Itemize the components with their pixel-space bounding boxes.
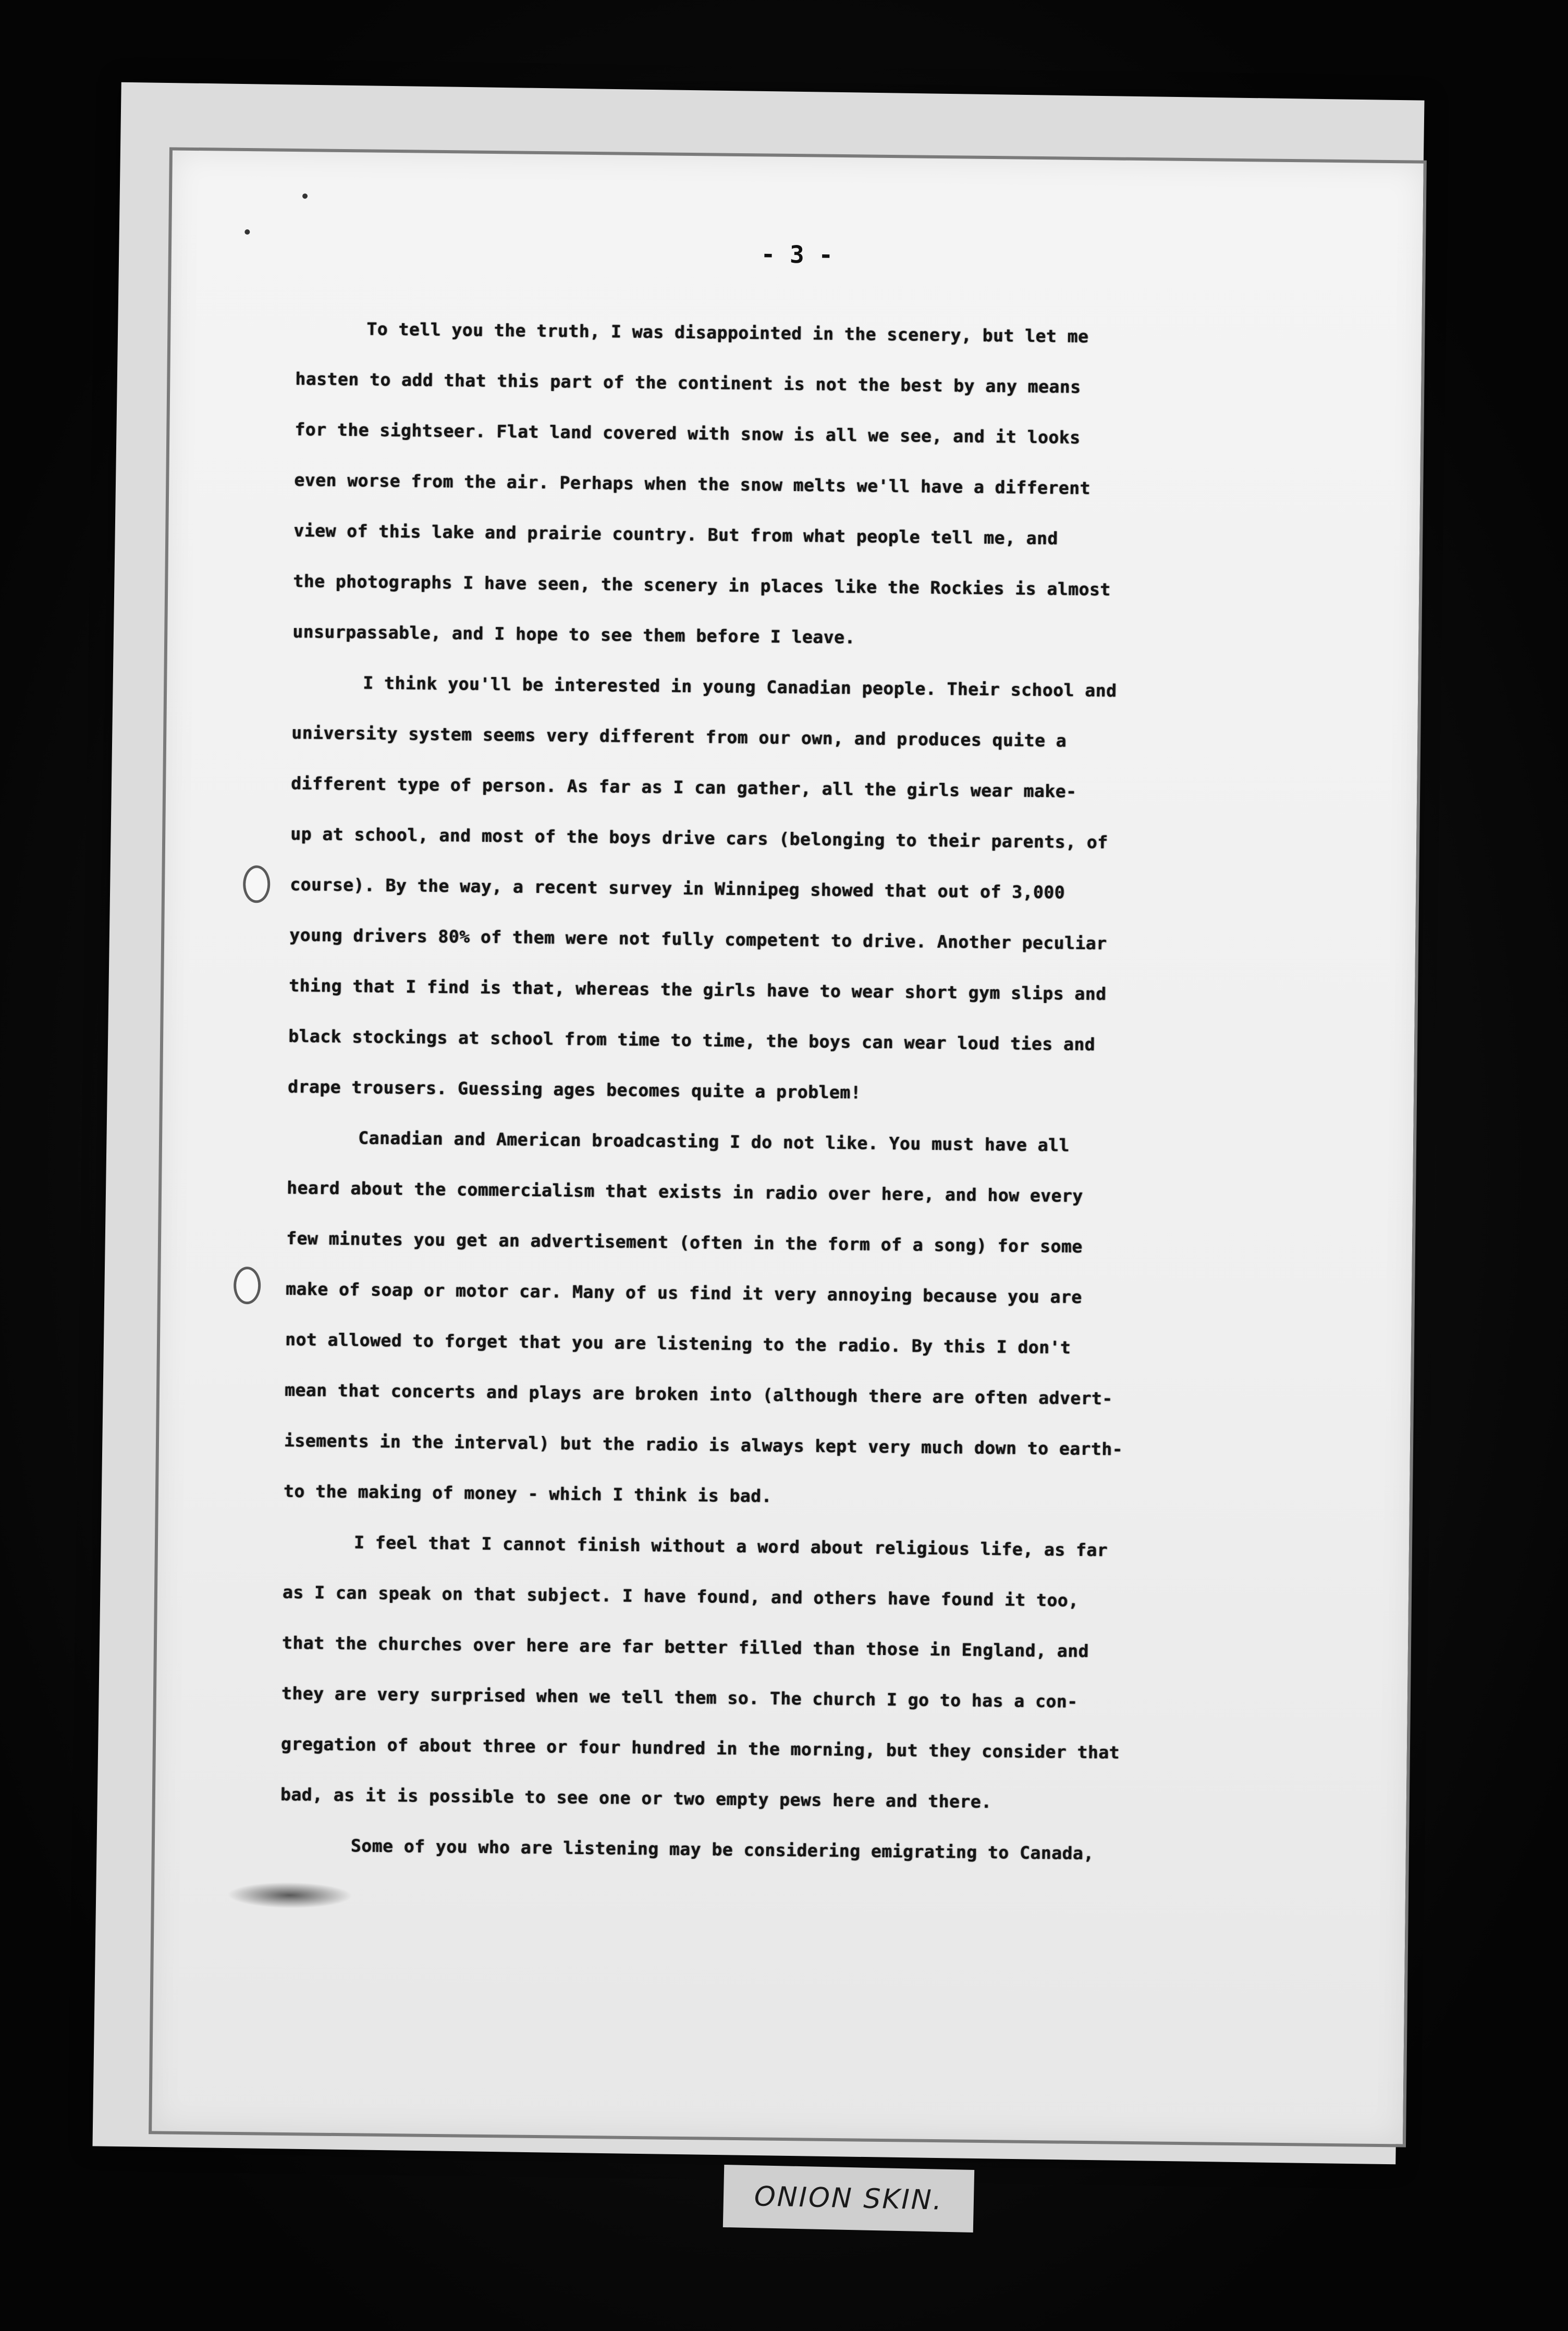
text-line: To tell you the truth, I was disappointed in the scenery, but let me [366,318,1089,347]
text-line: black stockings at school from time to time, the boys can wear loud ties and [288,1025,1096,1055]
ink-speck [302,193,308,199]
page-number: - 3 - [761,240,834,269]
text-line: bad, as it is possible to see one or two empty pews here and there. [280,1784,992,1812]
text-line: I feel that I cannot finish without a word about religious life, as far [353,1532,1108,1561]
text-line: heard about the commercialism that exists in radio over here, and how every [286,1177,1083,1206]
text-line: not allowed to forget that you are listening to the radio. By this I don't [285,1329,1071,1358]
text-line: hasten to add that this part of the continent is not the best by any means [295,369,1081,397]
text-line: few minutes you get an advertisement (often in the form of a song) for some [286,1228,1083,1257]
text-line: I think you'll be interested in young Canadian people. Their school and [363,672,1117,701]
text-line: young drivers 80% of them were not fully competent to drive. Another peculiar [289,924,1107,954]
text-line: view of this lake and prairie country. But from what people tell me, and [293,520,1058,549]
text-line: to the making of money - which I think is bad. [283,1480,773,1506]
text-line: gregation of about three or four hundred in the morning, but they consider that [280,1733,1120,1763]
text-line: mean that concerts and plays are broken into (although there are often advert- [284,1379,1113,1409]
text-line: for the sightseer. Flat land covered with snow is all we see, and it looks [295,419,1081,448]
text-line: different type of person. As far as I can gather, all the girls wear make- [291,772,1077,802]
text-line: make of soap or motor car. Many of us find it very annoying because you are [285,1278,1082,1307]
ink-smudge [227,1882,353,1909]
text-line: as I can speak on that subject. I have found, and others have found it too, [282,1581,1079,1611]
text-line: isements in the interval) but the radio is always kept very much down to earth- [284,1430,1123,1459]
text-line: the photographs I have seen, the scenery in places like the Rockies is almost [293,571,1111,600]
text-line: they are very surprised when we tell them so. The church I go to has a con- [281,1683,1078,1712]
text-line: Some of you who are listening may be considering emigrating to Canada, [350,1835,1094,1864]
text-line: even worse from the air. Perhaps when the snow melts we'll have a different [294,470,1091,499]
label-text: ONION SKIN. [754,2181,944,2216]
onion-skin-label [723,2165,974,2232]
ink-speck [244,229,250,235]
text-line: course). By the way, a recent survey in Winnipeg showed that out of 3,000 [290,874,1065,903]
text-line: up at school, and most of the boys drive cars (belonging to their parents, of [290,823,1108,853]
text-line: Canadian and American broadcasting I do not like. You must have all [358,1127,1070,1156]
text-line: drape trousers. Guessing ages becomes quite a problem! [287,1076,862,1103]
text-line: unsurpassable, and I hope to see them before I leave. [292,621,855,648]
typed-page [149,147,1427,2147]
text-line: thing that I find is that, whereas the girls have to wear short gym slips and [288,975,1107,1004]
text-line: university system seems very different from our own, and produces quite a [291,722,1067,751]
text-line: that the churches over here are far better filled than those in England, and [281,1632,1089,1662]
body-text [279,303,1296,1881]
punch-hole-mark [243,865,271,903]
punch-hole-mark [234,1267,261,1305]
